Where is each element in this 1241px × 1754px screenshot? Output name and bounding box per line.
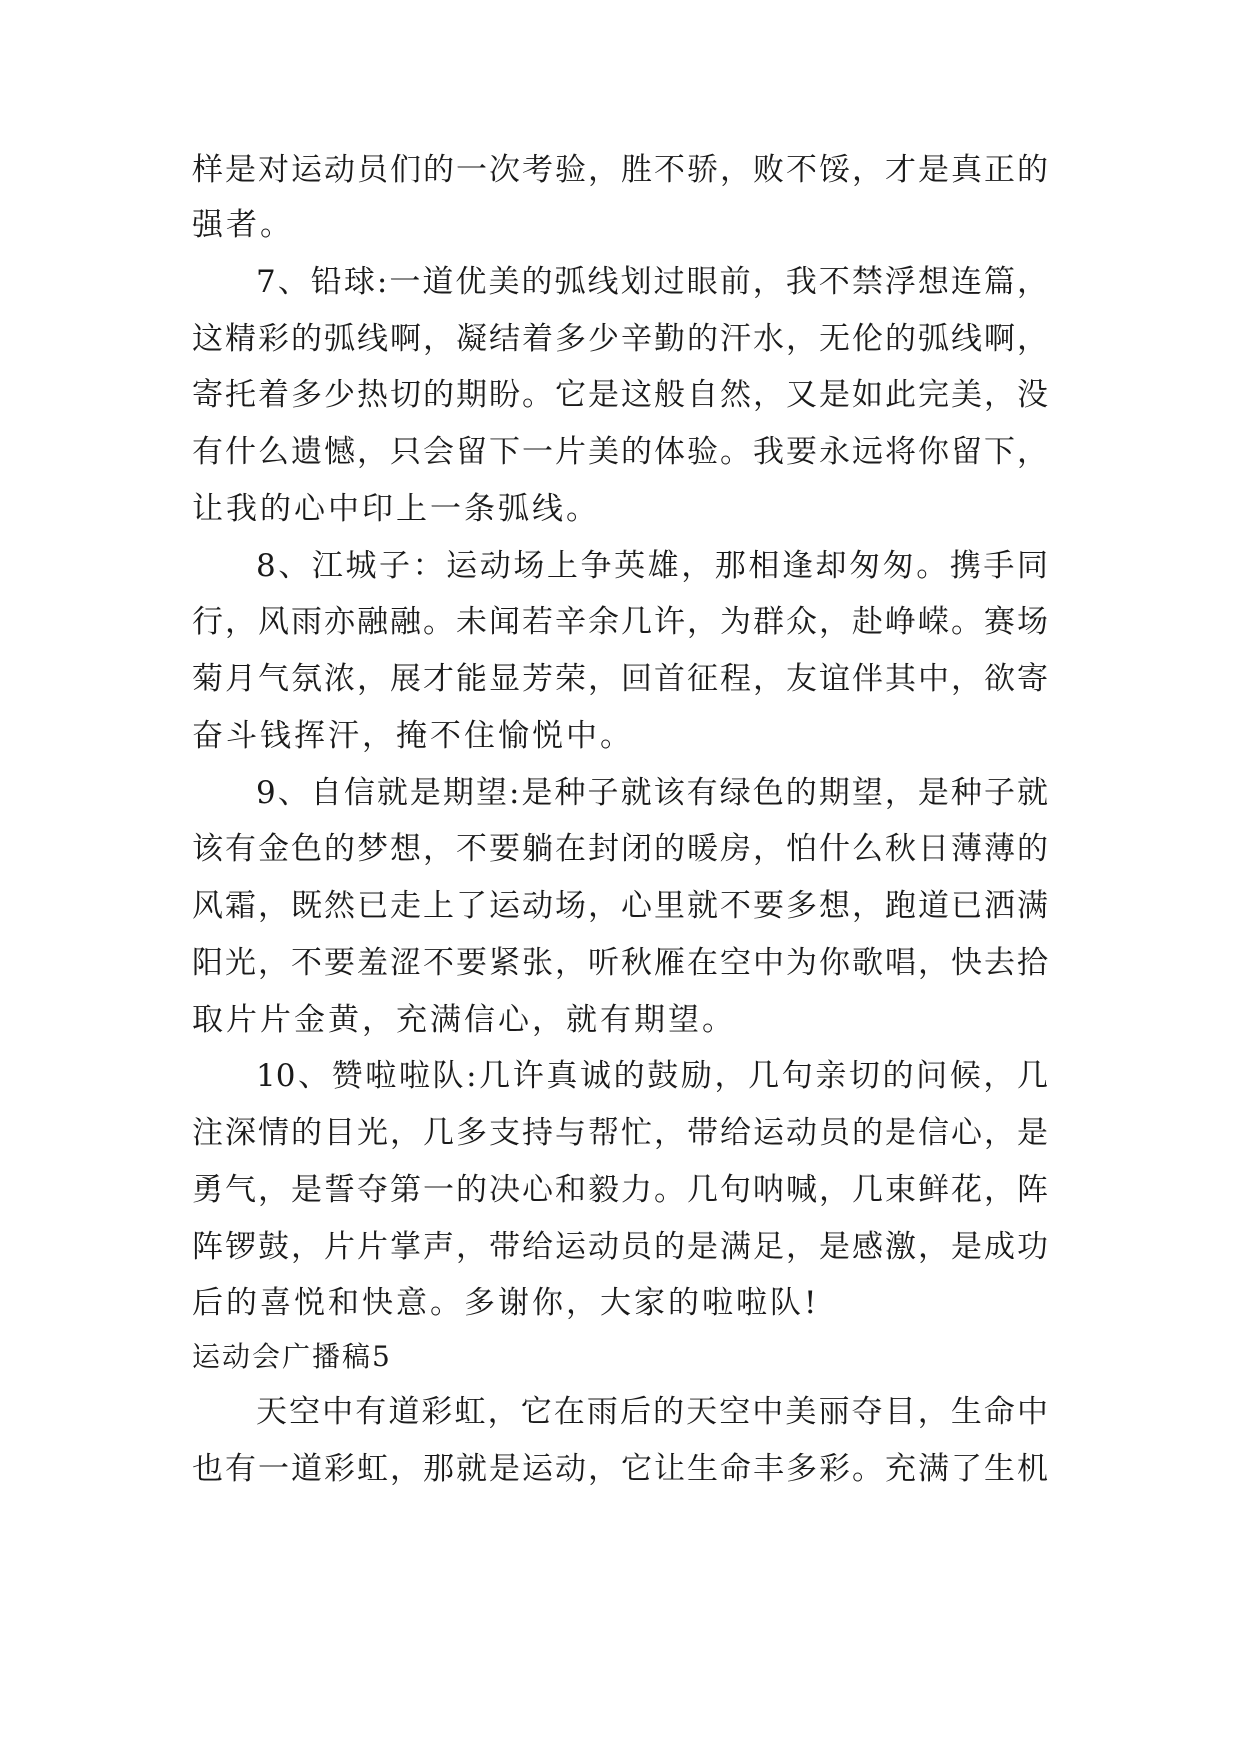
paragraph-line: 7、铅球:一道优美的弧线划过眼前，我不禁浮想连篇， [256,264,1048,300]
paragraph-line: 菊月气氛浓，展才能显芳荣，回首征程，友谊伴其中，欲寄 [192,661,1048,697]
paragraph-line: 风霜，既然已走上了运动场，心里就不要多想，跑道已洒满 [192,888,1048,924]
paragraph-line: 奋斗钱挥汗，掩不住愉悦中。 [192,718,634,754]
paragraph-line: 后的喜悦和快意。多谢你，大家的啦啦队! [192,1285,820,1321]
section-heading: 运动会广播稿5 [192,1340,392,1373]
paragraph-line: 勇气，是誓夺第一的决心和毅力。几句呐喊，几束鲜花，阵 [192,1172,1048,1208]
paragraph-line: 样是对运动员们的一次考验，胜不骄，败不馁，才是真正的 [192,152,1048,188]
paragraph-line: 9、自信就是期望:是种子就该有绿色的期望，是种子就 [256,775,1048,811]
paragraph-line: 该有金色的梦想，不要躺在封闭的暖房，怕什么秋日薄薄的 [192,831,1048,867]
paragraph-line: 有什么遗憾，只会留下一片美的体验。我要永远将你留下， [192,434,1048,470]
paragraph-line: 行，风雨亦融融。未闻若辛余几许，为群众，赴峥嵘。赛场 [192,604,1048,640]
paragraph-line: 8、江城子：运动场上争英雄，那相逢却匆匆。携手同 [256,548,1048,584]
paragraph-line: 注深情的目光，几多支持与帮忙，带给运动员的是信心，是 [192,1115,1048,1151]
paragraph-line: 强者。 [192,207,294,243]
paragraph-line: 阵锣鼓，片片掌声，带给运动员的是满足，是感激，是成功 [192,1229,1048,1265]
paragraph-line: 也有一道彩虹，那就是运动，它让生命丰多彩。充满了生机 [192,1451,1048,1487]
paragraph-line: 10、赞啦啦队:几许真诚的鼓励，几句亲切的问候，几 [256,1058,1048,1094]
paragraph-line: 这精彩的弧线啊，凝结着多少辛勤的汗水，无伦的弧线啊， [192,321,1048,357]
paragraph-line: 天空中有道彩虹，它在雨后的天空中美丽夺目，生命中 [256,1394,1048,1430]
paragraph-line: 阳光，不要羞涩不要紧张，听秋雁在空中为你歌唱，快去拾 [192,945,1048,981]
paragraph-line: 让我的心中印上一条弧线。 [192,491,600,527]
paragraph-line: 取片片金黄，充满信心，就有期望。 [192,1002,736,1038]
paragraph-line: 寄托着多少热切的期盼。它是这般自然，又是如此完美，没 [192,377,1048,413]
